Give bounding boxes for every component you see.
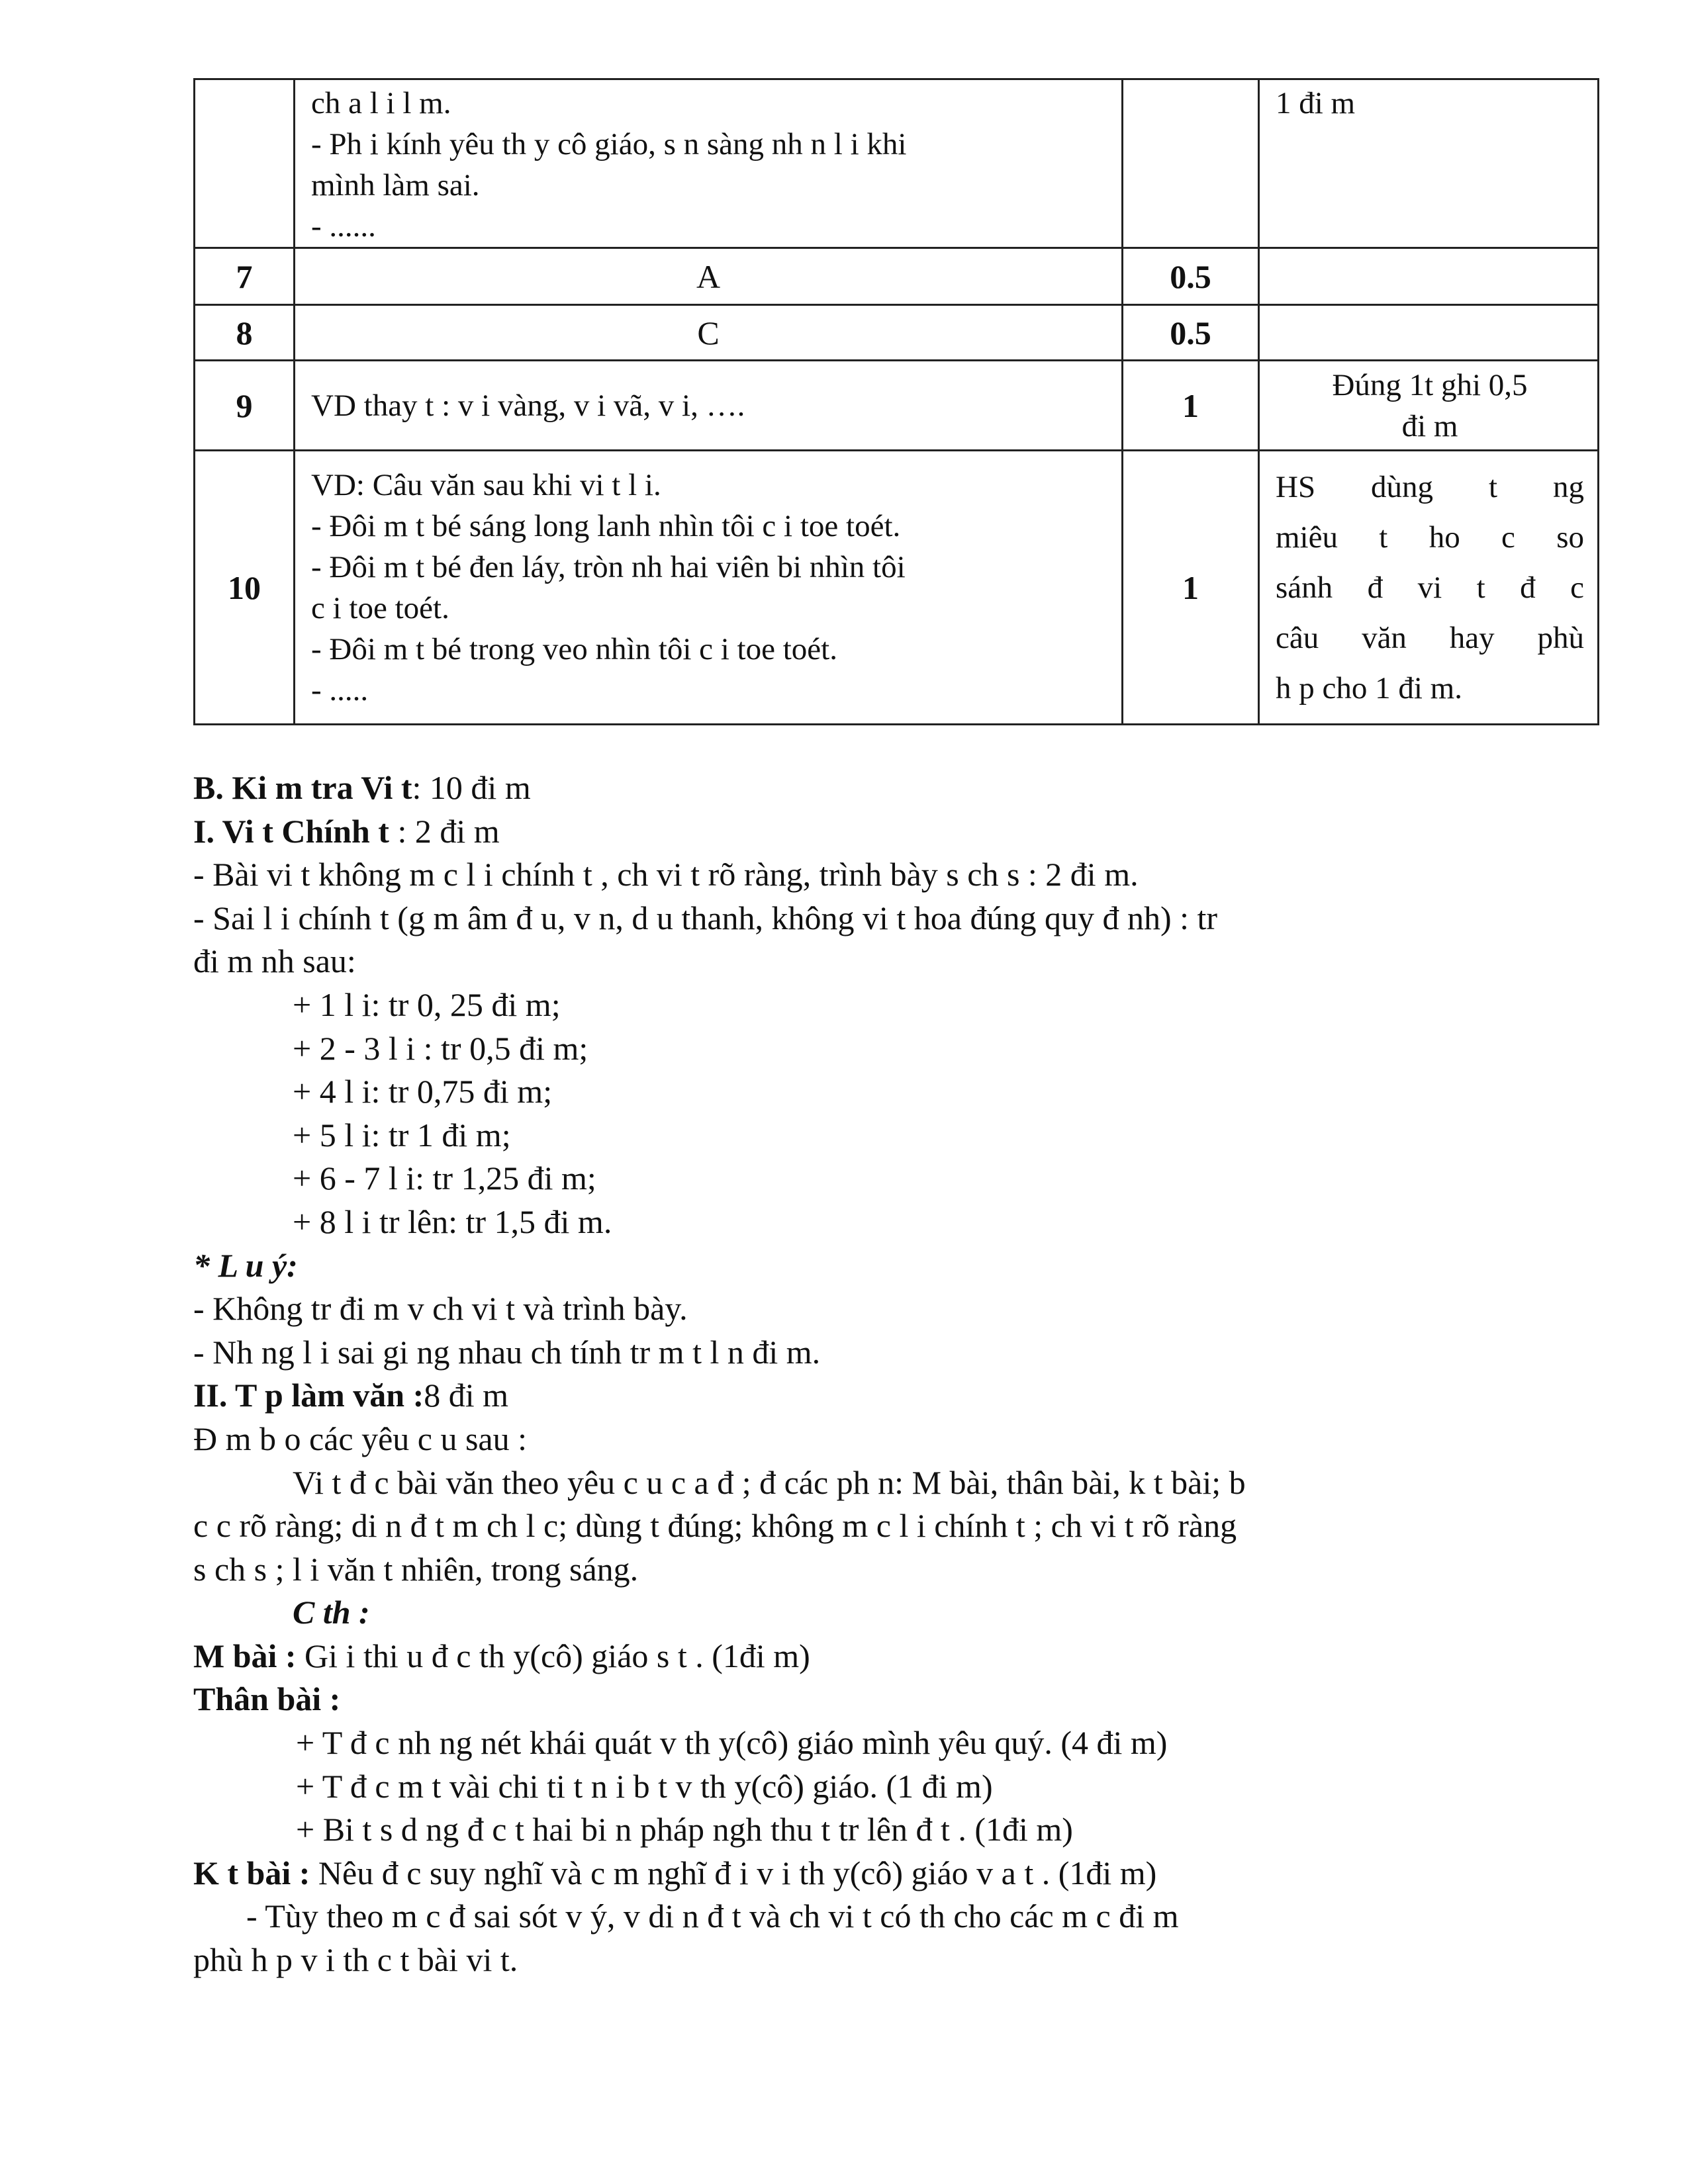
- answer-line: c i toe toét.: [311, 590, 449, 625]
- criteria-text: Gi i thi u đ c th y(cô) giáo s t . (1đi m): [296, 1637, 810, 1674]
- paragraph-line: - Tùy theo m c đ sai sót v ý, v di n đ t và ch vi t có th cho các m c đi m: [246, 1897, 1179, 1935]
- note-line: h p cho 1 đi m.: [1276, 670, 1462, 705]
- heading-value: : 2 đi m: [389, 812, 500, 850]
- note-cell: [1259, 361, 1599, 451]
- table-row: [195, 361, 1599, 451]
- note-cell: [1259, 305, 1599, 361]
- deduction-item: + 2 - 3 l i : tr 0,5 đi m;: [293, 1029, 588, 1067]
- answer-text: VD thay t : v i vàng, v i vã, v i, ….: [295, 361, 1123, 451]
- table-row: [195, 248, 1599, 305]
- criteria-text: Nêu đ c suy nghĩ và c m nghĩ đ i v i th y(cô) giáo v a t . (1đi m): [310, 1854, 1157, 1891]
- paragraph-line: - Bài vi t không m c l i chính t , ch vi t rõ ràng, trình bày s ch s : 2 đi m.: [193, 856, 1139, 893]
- note-line: miêu t ho c so: [1276, 520, 1584, 555]
- score-value: 0.5: [1123, 248, 1259, 305]
- deduction-item: + 8 l i tr lên: tr 1,5 đi m.: [293, 1203, 612, 1240]
- note-heading: * L u ý:: [193, 1246, 298, 1284]
- paragraph-line: đi m nh sau:: [193, 942, 356, 980]
- answer-choice: C: [295, 305, 1123, 361]
- score-value: 0.5: [1123, 305, 1259, 361]
- heading-value: : 10 đi m: [412, 769, 531, 806]
- heading-label: B. Ki m tra Vi t: [193, 769, 412, 806]
- paragraph-line: phù h p v i th c t bài vi t.: [193, 1941, 518, 1979]
- heading-label: I. Vi t Chính t: [193, 812, 389, 850]
- question-number: 8: [195, 305, 295, 361]
- section-b-heading: [193, 766, 1557, 810]
- note-cell: [1259, 79, 1599, 248]
- answer-line: - Đôi m t bé sáng long lanh nhìn tôi c i toe toét.: [311, 508, 901, 543]
- criteria-label: K t bài :: [193, 1854, 310, 1891]
- table-row: [195, 451, 1599, 725]
- grading-guide-body: [193, 766, 1557, 1982]
- answer-line: mình làm sai.: [311, 168, 480, 203]
- score-value: 1: [1123, 361, 1259, 451]
- note-line: HS dùng t ng: [1276, 469, 1584, 504]
- paragraph-line: Đ m b o các yêu c u sau :: [193, 1420, 528, 1457]
- details-heading: C th :: [293, 1594, 370, 1631]
- question-number: 9: [195, 361, 295, 451]
- note-cell: [1259, 451, 1599, 725]
- question-number-cell: [195, 79, 295, 248]
- deduction-item: + 1 l i: tr 0, 25 đi m;: [293, 985, 561, 1023]
- answer-line: VD: Câu văn sau khi vi t l i.: [311, 467, 661, 502]
- answer-cell: [295, 451, 1123, 725]
- paragraph-line: - Sai l i chính t (g m âm đ u, v n, d u thanh, không vi t hoa đúng quy đ nh) : tr: [193, 899, 1218, 936]
- deduction-item: + 5 l i: tr 1 đi m;: [293, 1116, 511, 1154]
- question-number: 7: [195, 248, 295, 305]
- heading-label: II. T p làm văn :: [193, 1377, 424, 1414]
- body-criteria-heading: Thân bài :: [193, 1680, 341, 1718]
- grading-table: [193, 78, 1599, 725]
- table-row: [195, 305, 1599, 361]
- paragraph-line: c c rõ ràng; di n đ t m ch l c; dùng t đúng; không m c l i chính t ; ch vi t rõ ràng: [193, 1507, 1237, 1545]
- answer-line: - ......: [311, 209, 376, 244]
- table-row: [195, 79, 1599, 248]
- section-ii-heading: [193, 1374, 1557, 1418]
- answer-line: - .....: [311, 672, 369, 707]
- body-criteria-item: + T đ c nh ng nét khái quát v th y(cô) giáo mình yêu quý. (4 đi m): [296, 1724, 1168, 1762]
- answer-choice: A: [295, 248, 1123, 305]
- section-i-heading: [193, 810, 1557, 854]
- conclusion-criteria: [193, 1852, 1557, 1895]
- answer-cell: [295, 79, 1123, 248]
- note-line: Đúng 1t ghi 0,5: [1332, 367, 1528, 402]
- score-value: 1: [1123, 451, 1259, 725]
- note-line: sánh đ vi t đ c: [1276, 570, 1584, 605]
- score-cell: [1123, 79, 1259, 248]
- note-line: đi m: [1401, 408, 1458, 443]
- criteria-label: M bài :: [193, 1637, 297, 1674]
- note-line: câu văn hay phù: [1276, 620, 1584, 655]
- paragraph-line: Vi t đ c bài văn theo yêu c u c a đ ; đ các ph n: M bài, thân bài, k t bài; b: [293, 1463, 1246, 1501]
- deduction-item: + 4 l i: tr 0,75 đi m;: [293, 1073, 553, 1111]
- heading-value: 8 đi m: [424, 1377, 509, 1414]
- question-number: 10: [195, 451, 295, 725]
- answer-line: - Đôi m t bé đen láy, tròn nh hai viên bi nhìn tôi: [311, 549, 906, 584]
- paragraph-line: s ch s ; l i văn t nhiên, trong sáng.: [193, 1550, 639, 1588]
- answer-line: - Đôi m t bé trong veo nhìn tôi c i toe toét.: [311, 631, 837, 666]
- answer-line: ch a l i l m.: [311, 86, 451, 120]
- answer-line: - Ph i kính yêu th y cô giáo, s n sàng nh n l i khi: [311, 127, 907, 161]
- deduction-item: + 6 - 7 l i: tr 1,25 đi m;: [293, 1160, 596, 1197]
- note-line: - Không tr đi m v ch vi t và trình bày.: [193, 1290, 688, 1328]
- body-criteria-item: + T đ c m t vài chi ti t n i b t v th y(cô) giáo. (1 đi m): [296, 1767, 993, 1805]
- body-criteria-item: + Bi t s d ng đ c t hai bi n pháp ngh thu t tr lên đ t . (1đi m): [296, 1811, 1073, 1848]
- intro-criteria: [193, 1635, 1557, 1678]
- note-cell: [1259, 248, 1599, 305]
- note-text: 1 đi m: [1276, 86, 1356, 120]
- note-line: - Nh ng l i sai gi ng nhau ch tính tr m t l n đi m.: [193, 1333, 821, 1371]
